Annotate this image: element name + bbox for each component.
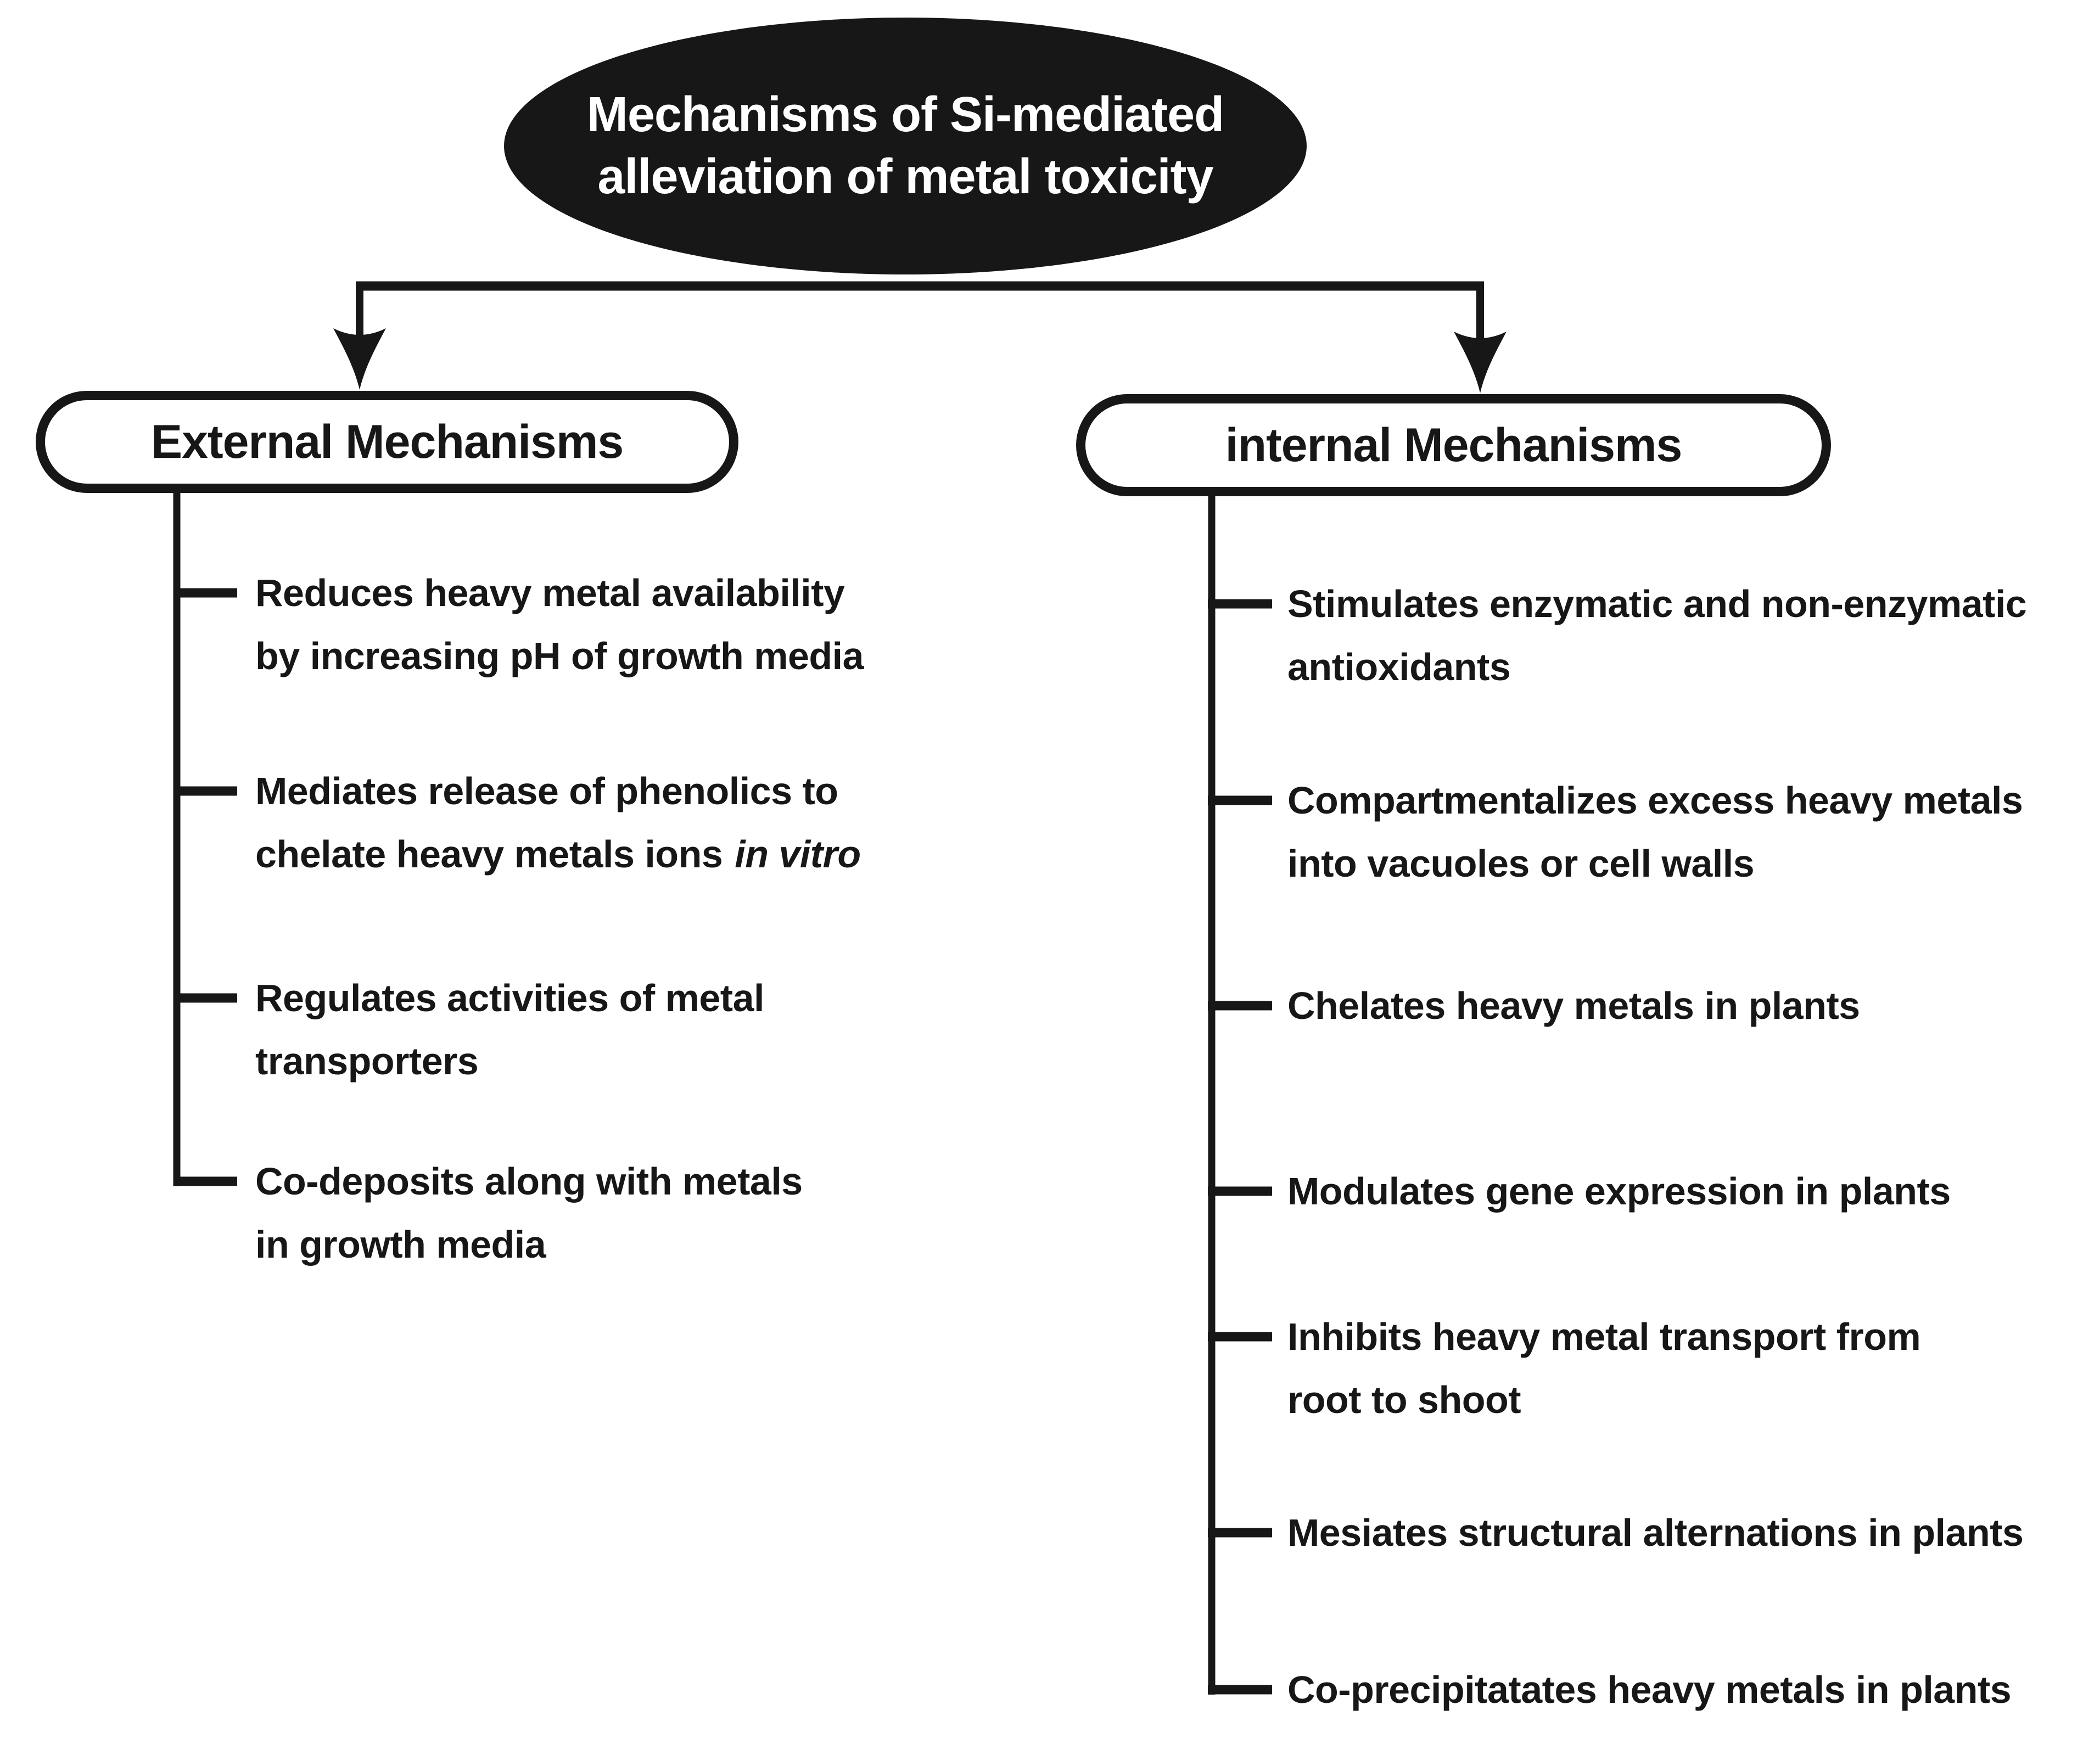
internal-item-5-line1: Inhibits heavy metal transport from <box>1287 1315 1921 1358</box>
internal-item-1-line1: Stimulates enzymatic and non-enzymatic <box>1287 582 2027 625</box>
external-item-2-line2 <box>255 823 861 886</box>
external-item-2-line1: Mediates release of phenolics to <box>255 770 838 812</box>
internal-item-6-line1: Mesiates structural alternations in plants <box>1287 1511 2024 1554</box>
internal-item-3-line1: Chelates heavy metals in plants <box>1287 984 1860 1027</box>
internal-mechanisms-label: internal Mechanisms <box>1225 418 1682 472</box>
external-item-2 <box>255 760 861 886</box>
external-item-4-line2: in growth media <box>255 1223 546 1266</box>
internal-item-2 <box>1287 769 2023 895</box>
down-arrowhead-right-icon <box>1454 332 1507 393</box>
external-item-2-line2-italic: in vitro <box>735 833 861 876</box>
external-item-4 <box>255 1150 803 1276</box>
external-branch-ticks <box>173 593 237 1181</box>
external-item-1 <box>255 562 864 688</box>
internal-item-5 <box>1287 1305 1920 1432</box>
internal-item-5-line2: root to shoot <box>1287 1378 1521 1421</box>
down-arrowhead-left-icon <box>333 328 386 390</box>
external-mechanisms-box <box>36 391 738 493</box>
internal-item-6 <box>1287 1501 2023 1564</box>
external-mechanisms-label: External Mechanisms <box>150 415 624 468</box>
root-title-line2: alleviation of metal toxicity <box>597 149 1213 204</box>
external-item-3-line2: transporters <box>255 1040 479 1083</box>
internal-item-1-line2: antioxidants <box>1287 646 1511 688</box>
external-item-3 <box>255 967 764 1093</box>
internal-item-1 <box>1287 573 2026 699</box>
internal-item-3 <box>1287 974 1860 1038</box>
internal-item-7-line1: Co-precipitatates heavy metals in plants <box>1287 1668 2012 1711</box>
external-item-1-line2: by increasing pH of growth media <box>255 635 864 677</box>
internal-item-2-line1: Compartmentalizes excess heavy metals <box>1287 779 2023 822</box>
internal-item-4-line1: Modulates gene expression in plants <box>1287 1170 1951 1213</box>
internal-item-4 <box>1287 1160 1951 1223</box>
internal-mechanisms-box <box>1076 394 1831 496</box>
root-title-line1: Mechanisms of Si-mediated <box>586 87 1224 142</box>
internal-item-2-line2: into vacuoles or cell walls <box>1287 842 1755 885</box>
external-item-2-line2-text: chelate heavy metals ions <box>255 833 723 876</box>
internal-item-7 <box>1287 1658 2011 1721</box>
external-item-1-line1: Reduces heavy metal availability <box>255 571 845 614</box>
internal-branch-ticks <box>1208 604 1272 1690</box>
root-node-title <box>504 18 1307 274</box>
external-item-3-line1: Regulates activities of metal <box>255 977 764 1019</box>
external-item-4-line1: Co-deposits along with metals <box>255 1160 803 1203</box>
